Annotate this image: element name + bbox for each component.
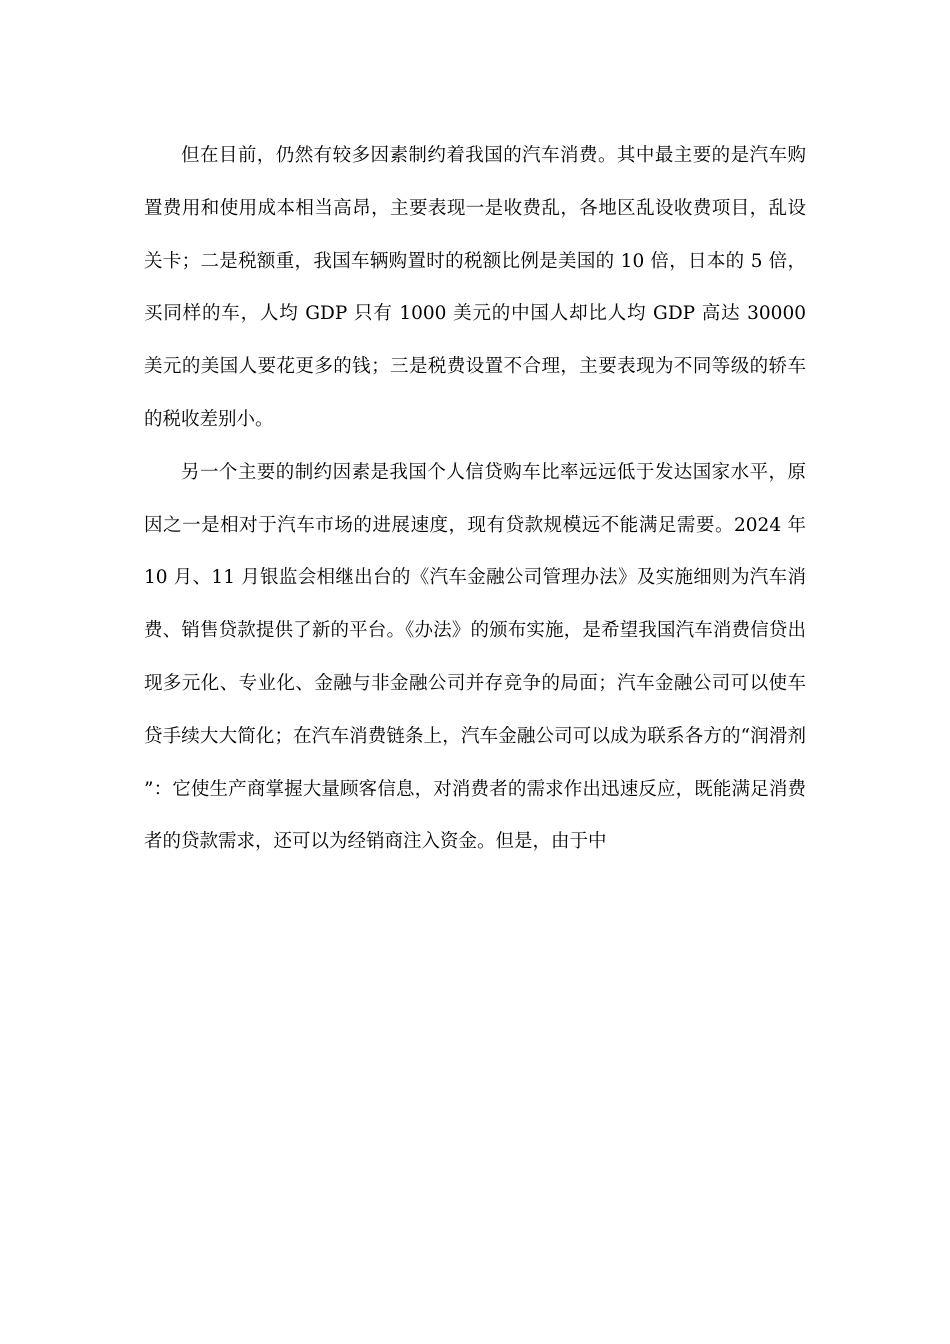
paragraph-2: 另一个主要的制约因素是我国个人信贷购车比率远远低于发达国家水平，原因之一是相对于汽车市场的进展速度，现有贷款规模远不能满足需要。2024 年 10 月、11 月银监会相继出台的《汽车金融公司管理办法》及实施细则为汽车消费、销售贷款提供了新的平台。《办法》的颁布实施，是希望我国汽车消费信贷出现多元化、专业化、金融与非金融公司并存竞争的局面；汽车金融公司可以使车贷手续大大简化；在汽车消费链条上，汽车金融公司可以成为联系各方的“润滑剂”：它使生产商掌握大量顾客信息，对消费者的需求作出迅速反应，既能满足消费者的贷款需求，还可以为经销商注入资金。但是，由于中: [144, 461, 806, 853]
paragraph-1: 但在目前，仍然有较多因素制约着我国的汽车消费。其中最主要的是汽车购置费用和使用成本相当高昂，主要表现一是收费乱，各地区乱设收费项目，乱设关卡；二是税额重，我国车辆购置时的税额比例是美国的 10 倍，日本的 5 倍，买同样的车，人均 GDP 只有 1000 美元的中国人却比人均 GDP 高达 30000 美元的美国人要花更多的钱；三是税费设置不合理，主要表现为不同等级的轿车的税收差别小。: [144, 145, 806, 430]
document-body: [144, 130, 806, 869]
